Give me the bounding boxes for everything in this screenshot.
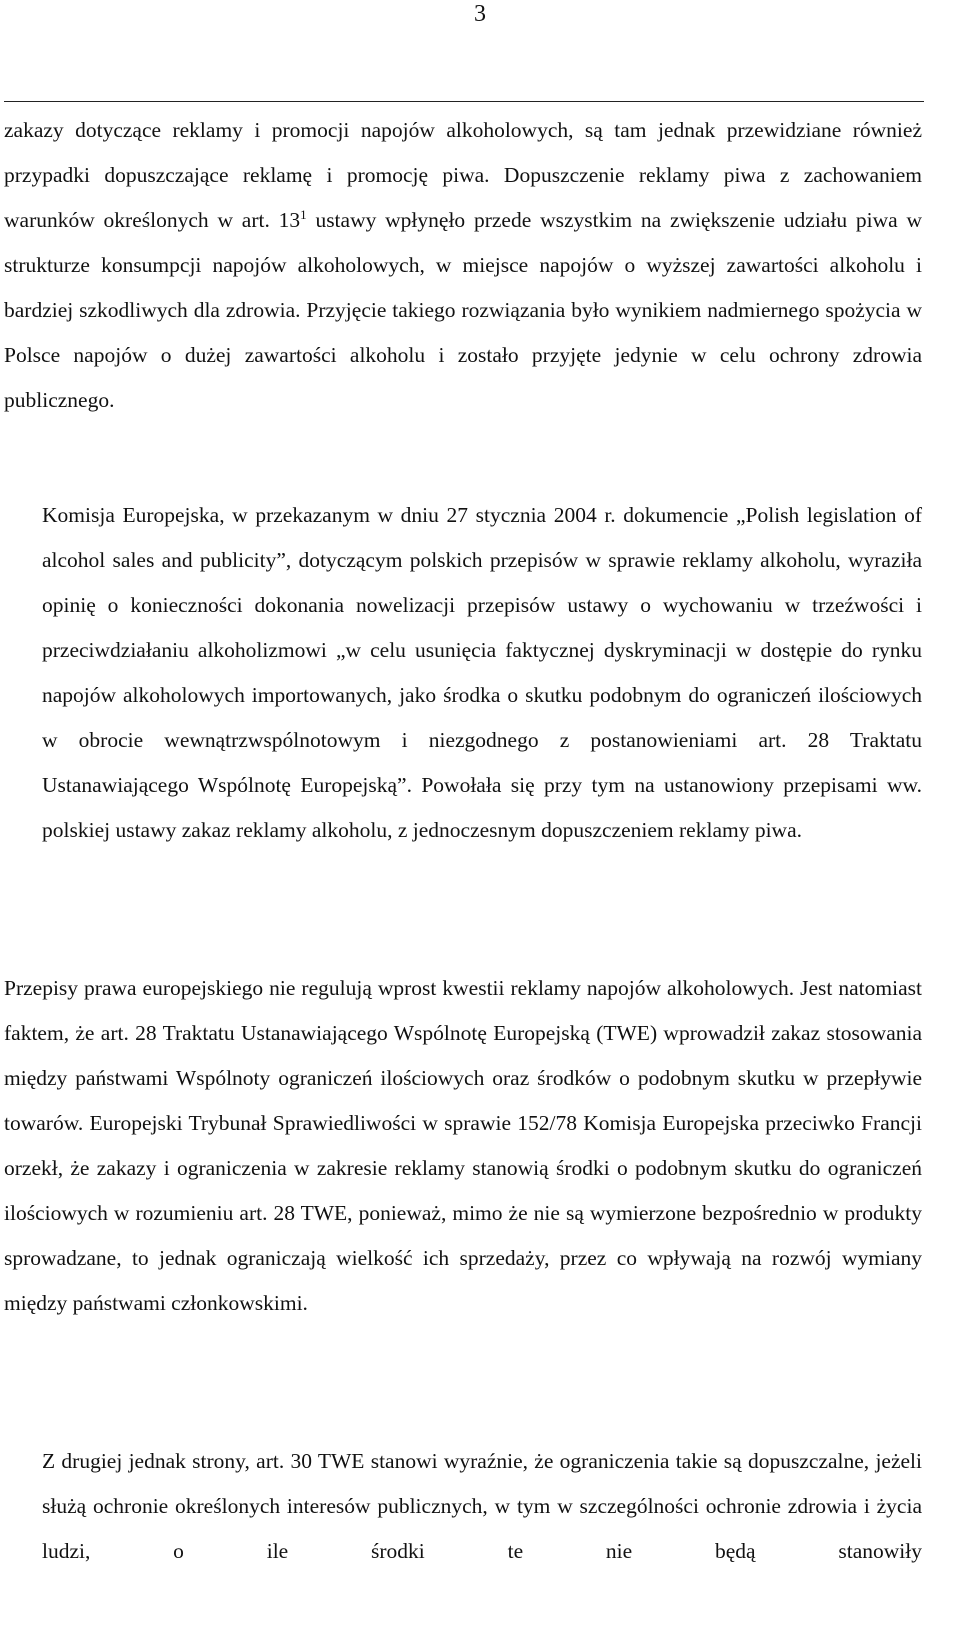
paragraph-european-commission: Komisja Europejska, w przekazanym w dniu 27 stycznia 2004 r. dokumencie „Polish legislation of alcohol sales and publicity”, dotyczącym polskich przepisów w sprawie reklamy alkoholu, wyraziła opinię o konieczności dokonania nowelizacji przepisów ustawy o wychowaniu w trzeźwości i przeciwdziałaniu alkoholizmowi „w celu usunięcia faktycznej dyskryminacji w dostępie do rynku napojów alkoholowych importowanych, jako środka o skutku podobnym do ograniczeń ilościowych w obrocie wewnątrzwspólnotowym i niezgodnego z postanowieniami art. 28 Traktatu Ustanawiającego Wspólnotę Europejską”. Powołała się przy tym na ustanowiony przepisami ww. polskiej ustawy zakaz reklamy alkoholu, z jednoczesnym dopuszczeniem reklamy piwa. [42, 503, 922, 842]
paragraph-article-30: Z drugiej jednak strony, art. 30 TWE stanowi wyraźnie, że ograniczenia takie są dopuszczalne, jeżeli służą ochronie określonych interesów publicznych, w tym w szczególności ochronie zdrowia i życia ludzi, o ile środki te nie będą stanowiły [42, 1449, 922, 1563]
header-divider [4, 101, 924, 102]
paragraph-text-end: ustawy wpłynęło przede wszystkim na zwiększenie udziału piwa w strukturze konsumpcji napojów alkoholowych, w miejsce napojów o wyższej zawartości alkoholu i bardziej szkodliwych dla zdrowia. Przyjęcie takiego rozwiązania było wynikiem nadmiernego spożycia w Polsce napojów o dużej zawartości alkoholu i zostało przyjęte jedynie w celu ochrony zdrowia publicznego. [4, 208, 923, 412]
paragraph-text-start: zakazy dotyczące reklamy i promocji napojów alkoholowych, są tam jednak przewidziane również przypadki dopuszczające reklamę i promocję piwa. Dopuszczenie reklamy piwa z zachowaniem warunków określonych w art. 13 [4, 118, 922, 232]
paragraph-beer-advertising [4, 108, 922, 423]
page-number: 3 [474, 1, 486, 27]
paragraph-european-law: Przepisy prawa europejskiego nie regulują wprost kwestii reklamy napojów alkoholowych. Jest natomiast faktem, że art. 28 Traktatu Ustanawiającego Wspólnotę Europejską (TWE) wprowadził zakaz stosowania między państwami Wspólnoty ograniczeń ilościowych oraz środków o podobnym skutku w przepływie towarów. Europejski Trybunał Sprawiedliwości w sprawie 152/78 Komisja Europejska przeciwko Francji orzekł, że zakazy i ograniczenia w zakresie reklamy stanowią środki o podobnym skutku do ograniczeń ilościowych w rozumieniu art. 28 TWE, ponieważ, mimo że nie są wymierzone bezpośrednio w produkty sprowadzane, to jednak ograniczają wielkość ich sprzedaży, przez co wpływają na rozwój wymiany między państwami członkowskimi. [4, 976, 922, 1315]
superscript-marker: 1 [300, 207, 307, 222]
